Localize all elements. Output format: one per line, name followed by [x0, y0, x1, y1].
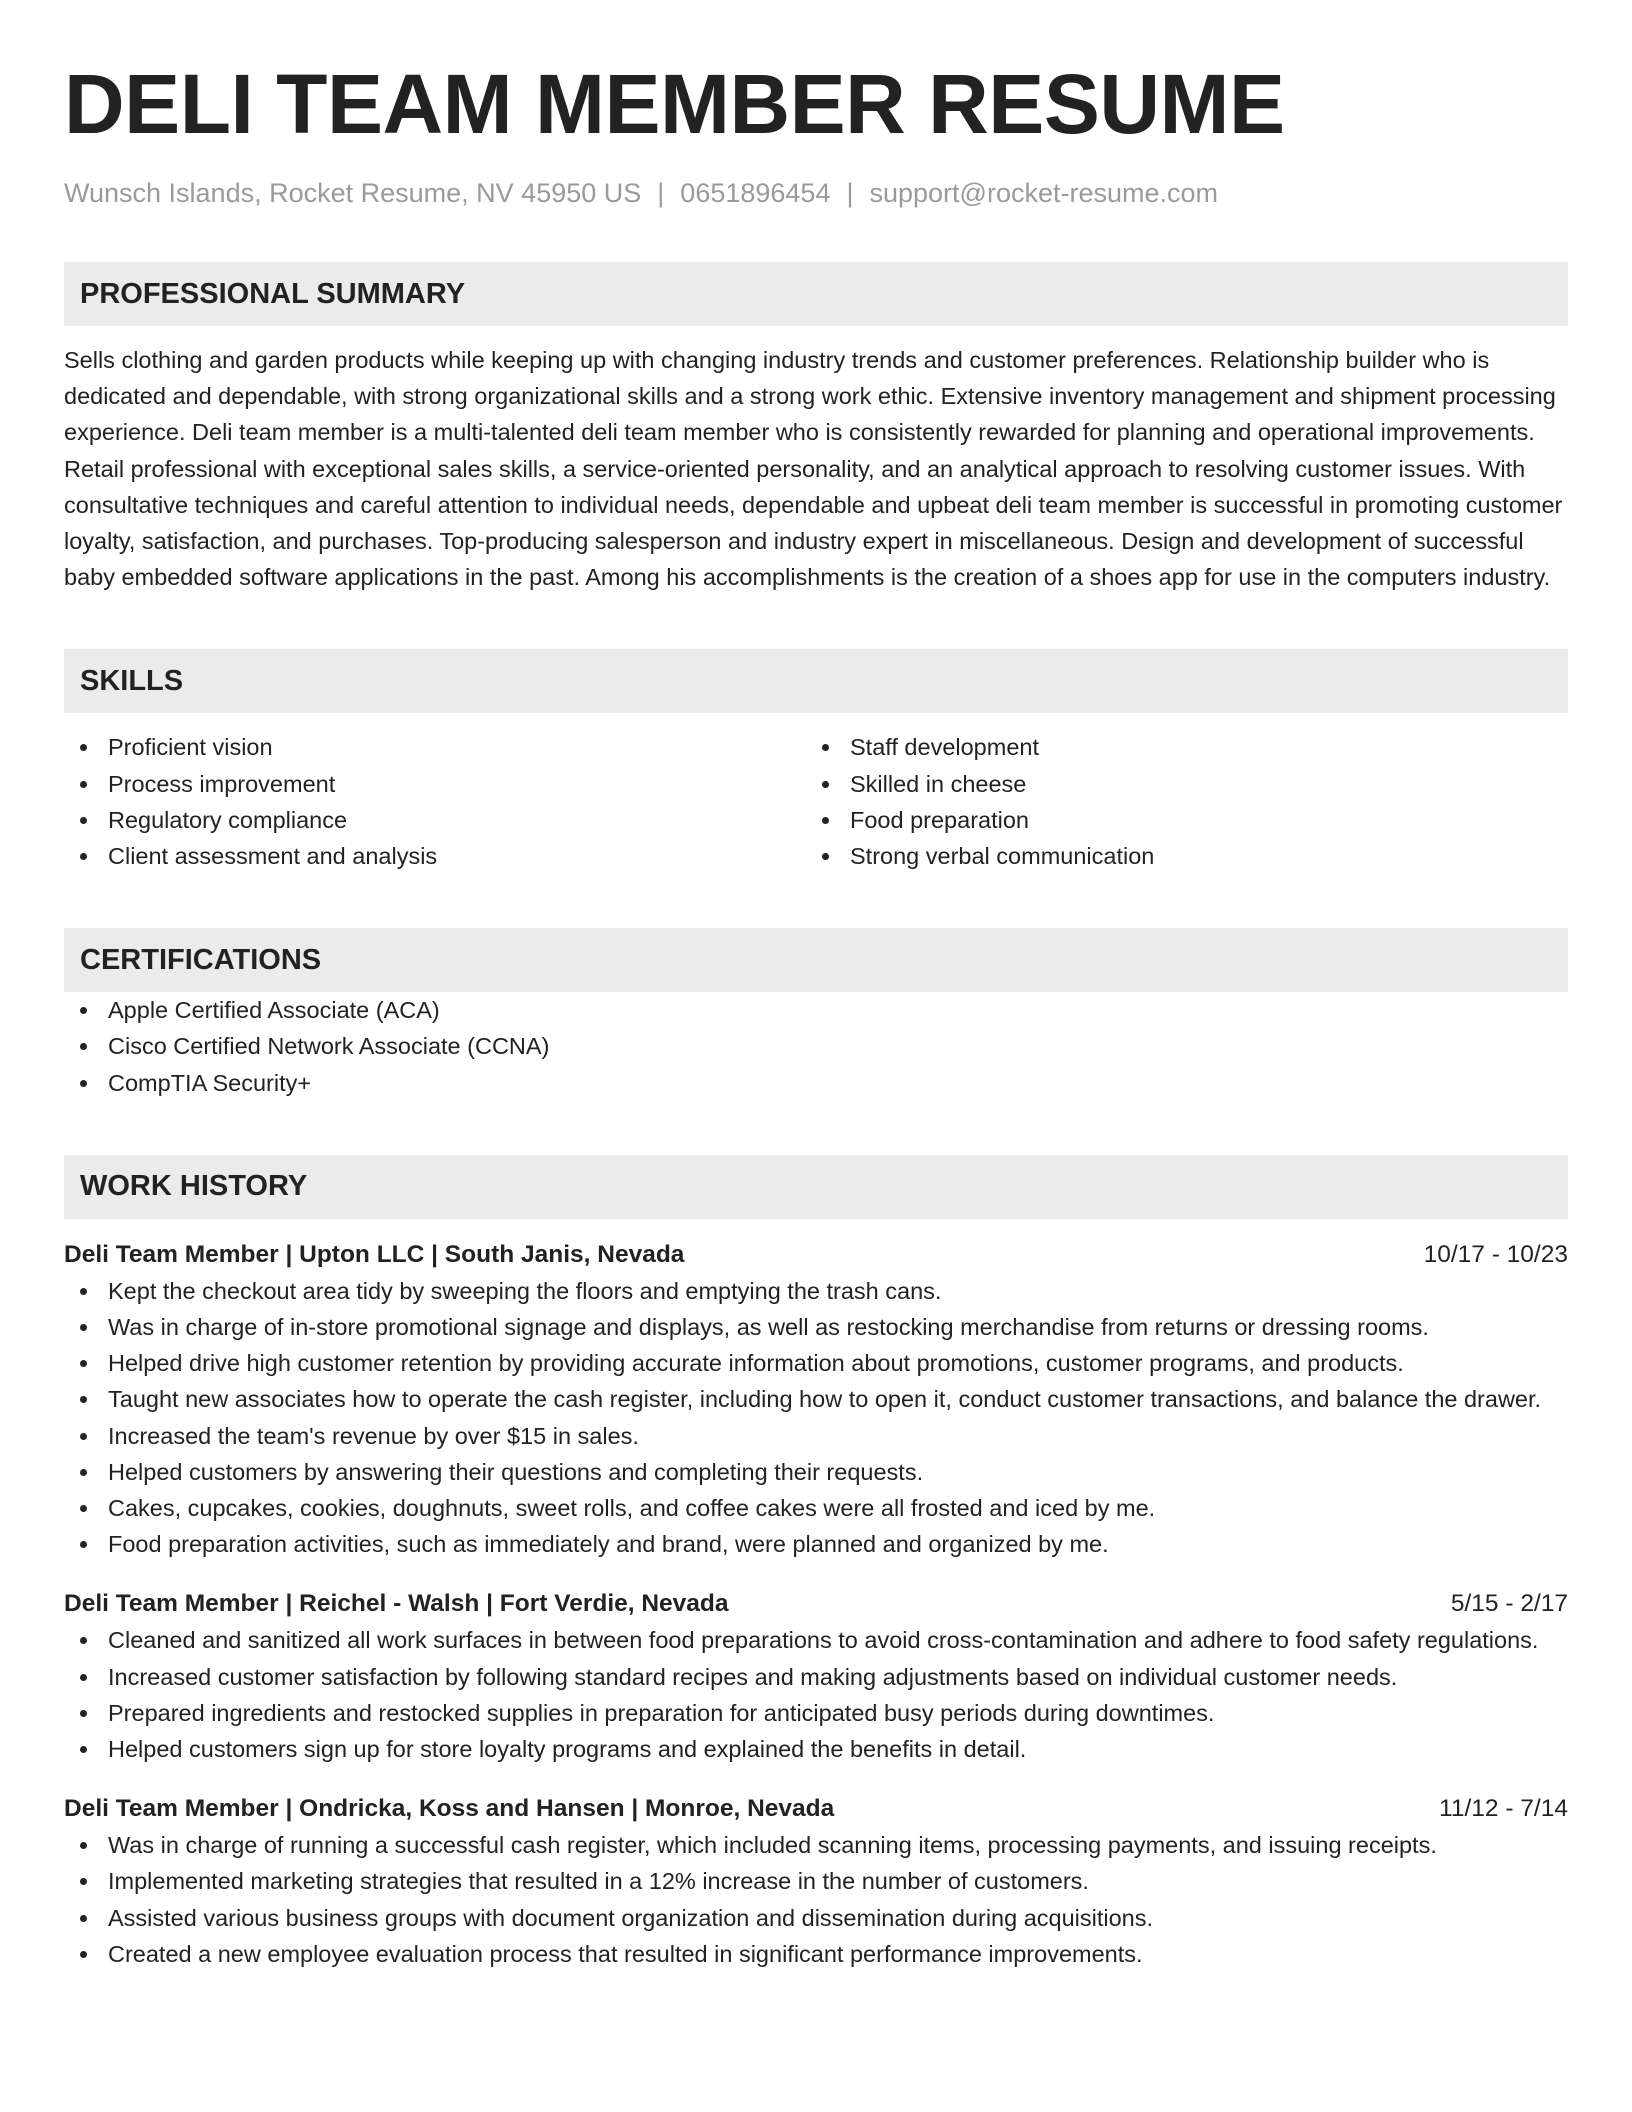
job-header: [64, 1586, 1568, 1622]
skill-item: Process improvement: [64, 766, 806, 802]
job-bullet: Assisted various business groups with document organization and dissemination during acquisitions.: [64, 1900, 1568, 1936]
job-bullet: Kept the checkout area tidy by sweeping the floors and emptying the trash cans.: [64, 1273, 1568, 1309]
certification-item: Cisco Certified Network Associate (CCNA): [64, 1028, 1568, 1064]
certification-item: CompTIA Security+: [64, 1065, 1568, 1101]
job-title: Deli Team Member | Ondricka, Koss and Hansen | Monroe, Nevada: [64, 1795, 835, 1823]
job-dates: 10/17 - 10/23: [1423, 1240, 1568, 1268]
job-bullet: Taught new associates how to operate the cash register, including how to open it, conduct customer transactions, and balance the drawer.: [64, 1381, 1568, 1417]
job-header: [64, 1791, 1568, 1827]
contact-email: support@rocket-resume.com: [869, 178, 1219, 208]
job-bullet: Was in charge of in-store promotional signage and displays, as well as restocking merchandise from returns or dressing rooms.: [64, 1309, 1568, 1345]
skill-item: Staff development: [806, 729, 1548, 765]
job-bullet: Was in charge of running a successful cash register, which included scanning items, processing payments, and issuing receipts.: [64, 1827, 1568, 1863]
job-dates: 5/15 - 2/17: [1450, 1590, 1568, 1618]
job-entry: [64, 1237, 1568, 1563]
certifications-list: [64, 992, 1568, 1101]
certification-item: Apple Certified Associate (ACA): [64, 992, 1568, 1028]
summary-text: Sells clothing and garden products while keeping up with changing industry trends and customer preferences. Relationship builder who is dedicated and dependable, with strong organizational skills and a strong work ethic. Extensive inventory management and shipment processing experience. Deli team member is a multi-talented deli team member who is consistently rewarded for planning and operational improvements. Retail professional with exceptional sales skills, a service-oriented personality, and an analytical approach to resolving customer issues. With consultative techniques and careful attention to individual needs, dependable and upbeat deli team member is successful in promoting customer loyalty, satisfaction, and purchases. Top-producing salesperson and industry expert in miscellaneous. Design and development of successful baby embedded software applications in the past. Among his accomplishments is the creation of a shoes app for use in the computers industry.: [64, 347, 1563, 591]
job-header: [64, 1237, 1568, 1273]
resume-title: DELI TEAM MEMBER RESUME: [64, 57, 1285, 151]
job-entry: [64, 1586, 1568, 1767]
summary-heading: PROFESSIONAL SUMMARY: [64, 262, 1568, 326]
job-bullet-list: [64, 1827, 1568, 1972]
skill-item: Proficient vision: [64, 729, 806, 765]
skills-heading: SKILLS: [64, 649, 1568, 713]
job-title: Deli Team Member | Upton LLC | South Janis, Nevada: [64, 1240, 685, 1268]
job-bullet-list: [64, 1273, 1568, 1563]
work-history-heading: WORK HISTORY: [64, 1155, 1568, 1219]
job-entry: [64, 1791, 1568, 1972]
contact-separator: |: [657, 178, 665, 208]
skill-item: Client assessment and analysis: [64, 838, 806, 874]
job-bullet: Prepared ingredients and restocked supplies in preparation for anticipated busy periods during downtimes.: [64, 1695, 1568, 1731]
job-bullet-list: [64, 1622, 1568, 1767]
skill-item: Food preparation: [806, 802, 1548, 838]
contact-separator: |: [846, 178, 854, 208]
job-bullet: Implemented marketing strategies that resulted in a 12% increase in the number of customers.: [64, 1863, 1568, 1899]
job-bullet: Helped customers sign up for store loyalty programs and explained the benefits in detail.: [64, 1731, 1568, 1767]
skills-column-left: [64, 729, 806, 874]
skill-item: Strong verbal communication: [806, 838, 1548, 874]
job-title: Deli Team Member | Reichel - Walsh | Fort Verdie, Nevada: [64, 1590, 729, 1618]
contact-line: [64, 176, 1568, 210]
job-bullet: Helped drive high customer retention by providing accurate information about promotions, customer programs, and products.: [64, 1345, 1568, 1381]
job-bullet: Cakes, cupcakes, cookies, doughnuts, sweet rolls, and coffee cakes were all frosted and iced by me.: [64, 1490, 1568, 1526]
skills-column-right: [806, 729, 1548, 874]
job-bullet: Created a new employee evaluation process that resulted in significant performance improvements.: [64, 1936, 1568, 1972]
job-bullet: Increased the team's revenue by over $15 in sales.: [64, 1418, 1568, 1454]
skills-list: [64, 729, 1568, 874]
job-bullet: Food preparation activities, such as immediately and brand, were planned and organized by me.: [64, 1526, 1568, 1562]
job-bullet: Helped customers by answering their questions and completing their requests.: [64, 1454, 1568, 1490]
resume-page: [64, 52, 1568, 1972]
certifications-heading: CERTIFICATIONS: [64, 928, 1568, 992]
contact-phone: 0651896454: [680, 178, 831, 208]
contact-address: Wunsch Islands, Rocket Resume, NV 45950 US: [64, 178, 642, 208]
job-bullet: Increased customer satisfaction by following standard recipes and making adjustments based on individual customer needs.: [64, 1659, 1568, 1695]
job-bullet: Cleaned and sanitized all work surfaces in between food preparations to avoid cross-contamination and adhere to food safety regulations.: [64, 1622, 1568, 1658]
job-dates: 11/12 - 7/14: [1439, 1795, 1568, 1823]
skill-item: Skilled in cheese: [806, 766, 1548, 802]
skill-item: Regulatory compliance: [64, 802, 806, 838]
